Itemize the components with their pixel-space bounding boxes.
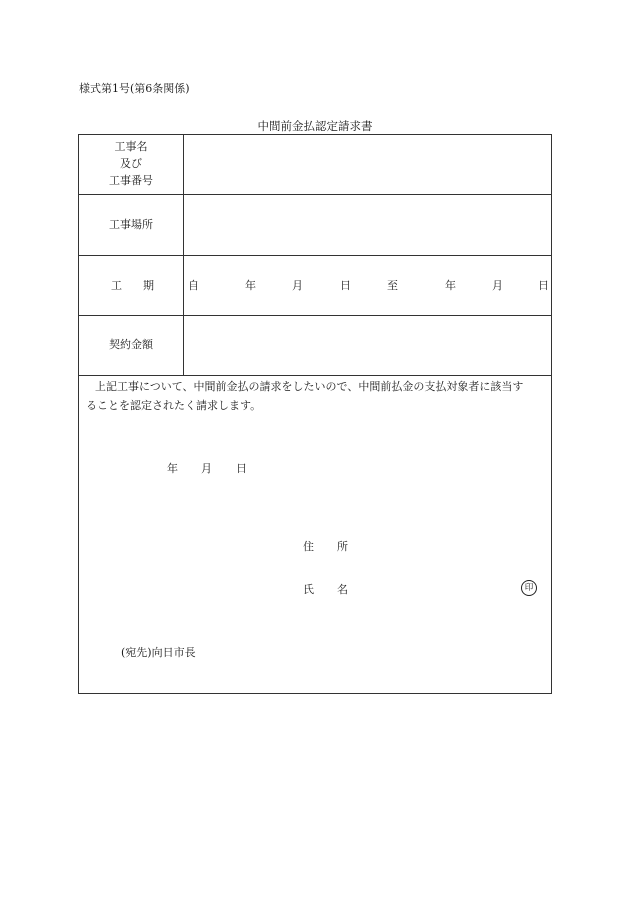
- document-title: 中間前金払認定請求書: [257, 119, 373, 133]
- address-label-1: 住: [303, 540, 314, 553]
- project-site-label: 工事場所: [109, 218, 153, 231]
- contract-amount-label: 契約金額: [109, 338, 153, 351]
- period-day-start: 日: [340, 279, 351, 292]
- period-month-start: 月: [292, 279, 303, 292]
- contract-amount-field[interactable]: [186, 319, 548, 371]
- period-from: 自: [188, 279, 199, 292]
- project-site-field[interactable]: [186, 198, 548, 252]
- period-month-end: 月: [492, 279, 503, 292]
- row-divider: [78, 375, 552, 376]
- project-name-label: 工事名 及び 工事番号: [109, 140, 153, 187]
- request-text-line1: 上記工事について、中間前金払の請求をしたいので、中間前払金の支払対象者に該当す: [95, 380, 524, 393]
- addressee: (宛先)向日市長: [121, 646, 196, 659]
- row-divider: [78, 315, 552, 316]
- name-label-1: 氏: [303, 583, 314, 596]
- seal-mark: 印: [521, 580, 537, 596]
- period-label-2: 期: [143, 279, 154, 292]
- date-year: 年: [167, 462, 178, 475]
- form-number: 様式第1号(第6条関係): [79, 82, 190, 95]
- row-divider: [78, 255, 552, 256]
- date-month: 月: [201, 462, 212, 475]
- date-day: 日: [236, 462, 247, 475]
- name-label-2: 名: [337, 583, 348, 596]
- period-day-end: 日: [538, 279, 549, 292]
- project-name-field[interactable]: [186, 138, 548, 190]
- address-label-2: 所: [337, 540, 348, 553]
- request-text-line2: ることを認定されたく請求します。: [86, 399, 262, 412]
- period-to: 至: [387, 279, 398, 292]
- period-year-end: 年: [445, 279, 456, 292]
- row-divider: [78, 194, 552, 195]
- period-year-start: 年: [245, 279, 256, 292]
- period-label-1: 工: [111, 279, 122, 292]
